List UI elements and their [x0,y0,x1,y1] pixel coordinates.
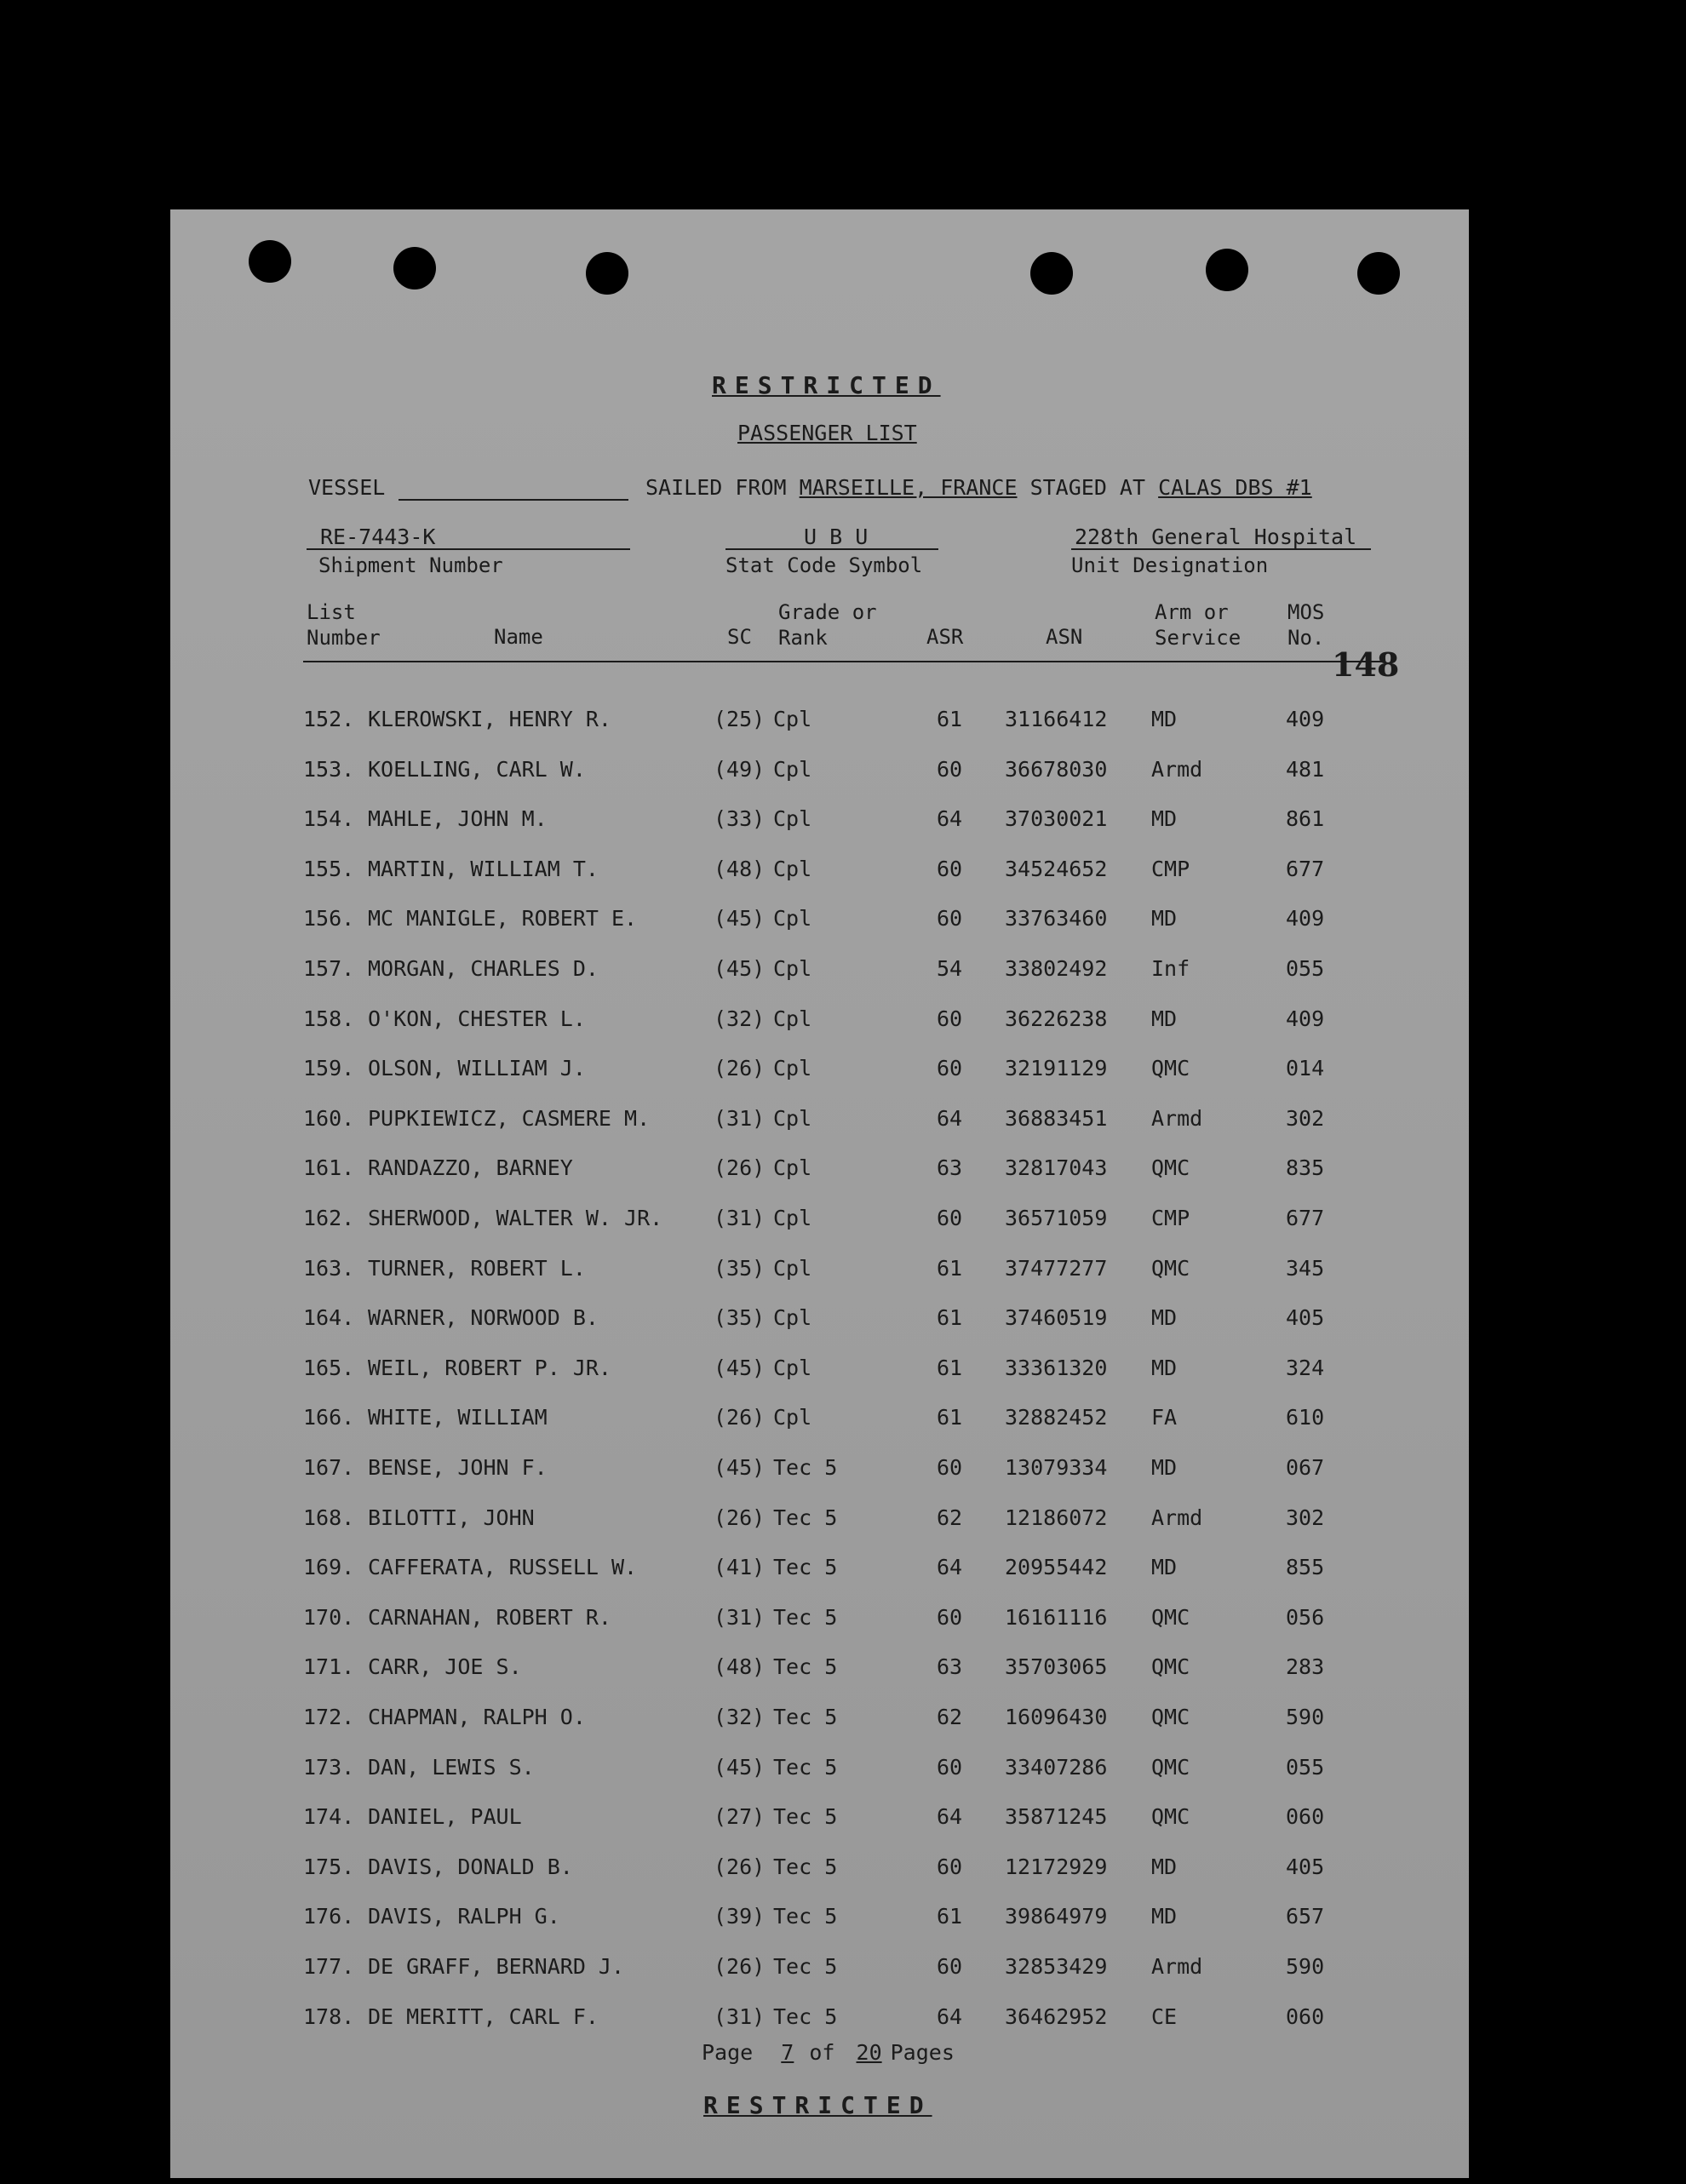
passenger-name: DAN, LEWIS S. [368,1754,535,1780]
col-mos [1287,599,1324,651]
mos-value: 409 [1286,1006,1325,1031]
passenger-name: PUPKIEWICZ, CASMERE M. [368,1105,651,1131]
sc-value: (45) [714,956,766,981]
grade-value: Tec 5 [773,1604,838,1630]
list-number: 169. [303,1555,355,1580]
asr-value: 63 [937,1654,963,1680]
list-number: 157. [303,956,355,981]
asr-value: 60 [937,906,963,931]
binder-hole [1206,249,1248,291]
table-row [170,1006,1469,1040]
unit-designation-line [1071,548,1371,550]
page-current: 7 [781,2040,794,2065]
arm-value: QMC [1151,1705,1190,1729]
list-number: 154. [303,806,355,832]
passenger-name: MARTIN, WILLIAM T. [368,856,599,881]
grade-value: Cpl [773,756,812,782]
classification-header: RESTRICTED [712,371,941,399]
page-total: 20 [856,2040,882,2065]
asr-value: 60 [937,1954,963,1979]
binder-hole [1030,252,1073,295]
col-grade-line2: Rank [778,626,828,650]
col-grade [778,599,877,651]
asn-value: 37460519 [1005,1305,1108,1331]
list-number: 162. [303,1206,355,1230]
mos-value: 677 [1286,1206,1325,1230]
asn-value: 35871245 [1005,1804,1108,1830]
table-row [170,1106,1469,1140]
arm-value: Armd [1151,756,1203,782]
list-number: 174. [303,1804,355,1830]
table-row [170,1804,1469,1838]
grade-value: Cpl [773,1105,812,1131]
arm-value: Inf [1151,956,1190,981]
sc-value: (32) [714,1705,766,1729]
list-number: 163. [303,1255,355,1281]
mos-value: 409 [1286,707,1325,731]
asn-value: 37477277 [1005,1255,1108,1281]
list-number: 158. [303,1006,355,1031]
mos-value: 067 [1286,1455,1325,1480]
asn-value: 33407286 [1005,1754,1108,1780]
arm-value: Armd [1151,1505,1203,1530]
col-asr: ASR [926,625,964,649]
arm-value: FA [1151,1405,1178,1430]
table-row [170,1505,1469,1539]
passenger-name: DE MERITT, CARL F. [368,2003,599,2029]
col-name: Name [494,625,543,649]
page-indicator [702,2040,955,2065]
col-list-number-line1: List [307,600,356,624]
sc-value: (31) [714,2003,766,2029]
table-row [170,857,1469,891]
asr-value: 60 [937,1206,963,1230]
stat-code: U B U [804,525,869,549]
passenger-name: OLSON, WILLIAM J. [368,1056,586,1081]
grade-value: Tec 5 [773,2003,838,2029]
grade-value: Cpl [773,806,812,832]
asr-value: 61 [937,1405,963,1430]
asr-value: 60 [937,1604,963,1630]
sc-value: (26) [714,1056,766,1081]
grade-value: Cpl [773,856,812,881]
grade-value: Tec 5 [773,1555,838,1580]
mos-value: 060 [1286,1804,1325,1830]
table-row [170,956,1469,990]
asr-value: 64 [937,806,963,832]
arm-value: QMC [1151,1604,1190,1630]
list-number: 165. [303,1355,355,1380]
mos-value: 302 [1286,1105,1325,1131]
mos-value: 610 [1286,1405,1325,1430]
document-sheet [170,209,1469,2178]
list-number: 156. [303,906,355,931]
passenger-name: MC MANIGLE, ROBERT E. [368,906,638,931]
list-number: 177. [303,1954,355,1979]
table-row [170,1155,1469,1189]
sc-value: (39) [714,1904,766,1929]
asr-value: 60 [937,1006,963,1031]
table-row [170,906,1469,940]
grade-value: Tec 5 [773,1754,838,1780]
asn-value: 12186072 [1005,1505,1108,1530]
mos-value: 324 [1286,1355,1325,1380]
shipment-number: RE-7443-K [320,525,436,549]
table-row [170,1705,1469,1739]
page-label: Page [702,2040,754,2065]
list-number: 161. [303,1155,355,1181]
sc-value: (31) [714,1604,766,1630]
passenger-name: WARNER, NORWOOD B. [368,1305,599,1331]
passenger-name: RANDAZZO, BARNEY [368,1155,573,1181]
passenger-name: DE GRAFF, BERNARD J. [368,1954,625,1979]
sailed-from [645,475,1312,500]
passenger-name: WHITE, WILLIAM [368,1405,548,1430]
shipment-number-label: Shipment Number [318,553,503,577]
sc-value: (48) [714,856,766,881]
stat-code-line [725,548,938,550]
passenger-name: KOELLING, CARL W. [368,756,586,782]
sc-value: (35) [714,1255,766,1281]
unit-designation: 228th General Hospital [1075,525,1357,549]
passenger-name: MORGAN, CHARLES D. [368,956,599,981]
asn-value: 36883451 [1005,1105,1108,1131]
list-number: 176. [303,1904,355,1929]
header-rule [303,661,1383,662]
table-row [170,707,1469,741]
arm-value: MD [1151,806,1178,832]
list-number: 164. [303,1305,355,1331]
grade-value: Cpl [773,1056,812,1081]
passenger-name: BILOTTI, JOHN [368,1505,535,1530]
asn-value: 36678030 [1005,756,1108,782]
asr-value: 64 [937,1105,963,1131]
mos-value: 283 [1286,1654,1325,1680]
grade-value: Cpl [773,906,812,931]
table-row [170,1605,1469,1639]
sc-value: (41) [714,1555,766,1580]
binder-hole [393,247,436,289]
list-number: 153. [303,756,355,782]
mos-value: 855 [1286,1555,1325,1580]
asr-value: 63 [937,1155,963,1181]
arm-value: MD [1151,1006,1178,1031]
grade-value: Tec 5 [773,1804,838,1830]
sc-value: (48) [714,1654,766,1680]
arm-value: QMC [1151,1056,1190,1081]
list-number: 166. [303,1405,355,1430]
arm-value: MD [1151,1305,1178,1331]
mos-value: 055 [1286,1754,1325,1780]
passenger-name: MAHLE, JOHN M. [368,806,548,832]
mos-value: 405 [1286,1305,1325,1331]
staged-label: STAGED AT [1029,475,1146,500]
asn-value: 12172929 [1005,1854,1108,1879]
asn-value: 33802492 [1005,956,1108,981]
list-number: 167. [303,1455,355,1480]
sc-value: (26) [714,1854,766,1879]
asn-value: 31166412 [1005,707,1108,731]
arm-value: CE [1151,2003,1178,2029]
grade-value: Tec 5 [773,1505,838,1530]
binder-hole [1357,252,1400,295]
col-arm-line2: Service [1155,626,1242,650]
sc-value: (26) [714,1155,766,1181]
sc-value: (49) [714,756,766,782]
pages-label: Pages [890,2040,955,2065]
table-row [170,2004,1469,2038]
sc-value: (31) [714,1105,766,1131]
grade-value: Cpl [773,1206,812,1230]
vessel-label: VESSEL [308,475,386,500]
table-row [170,1654,1469,1688]
passenger-name: KLEROWSKI, HENRY R. [368,707,611,731]
asr-value: 60 [937,756,963,782]
mos-value: 861 [1286,806,1325,832]
passenger-name: CAFFERATA, RUSSELL W. [368,1555,638,1580]
asr-value: 60 [937,1754,963,1780]
sailed-label: SAILED FROM [645,475,787,500]
arm-value: MD [1151,906,1178,931]
sc-value: (45) [714,1455,766,1480]
col-asn: ASN [1046,625,1083,649]
list-number: 173. [303,1754,355,1780]
table-row [170,1056,1469,1090]
col-mos-line1: MOS [1287,600,1325,624]
asr-value: 61 [937,707,963,731]
table-row [170,1954,1469,1988]
arm-value: QMC [1151,1155,1190,1181]
col-mos-line2: No. [1287,626,1325,650]
mos-value: 590 [1286,1954,1325,1979]
asn-value: 39864979 [1005,1904,1108,1929]
staged-value: CALAS DBS #1 [1158,475,1312,500]
asn-value: 35703065 [1005,1654,1108,1680]
mos-value: 481 [1286,756,1325,782]
asr-value: 61 [937,1355,963,1380]
sc-value: (27) [714,1804,766,1830]
mos-value: 590 [1286,1705,1325,1729]
list-number: 172. [303,1705,355,1729]
table-row [170,1356,1469,1390]
of-label: of [809,2040,835,2065]
asn-value: 16096430 [1005,1705,1108,1729]
sc-value: (33) [714,806,766,832]
passenger-name: DANIEL, PAUL [368,1804,522,1830]
arm-value: MD [1151,1904,1178,1929]
asn-value: 20955442 [1005,1555,1108,1580]
asn-value: 36462952 [1005,2003,1108,2029]
grade-value: Cpl [773,707,812,731]
sc-value: (45) [714,906,766,931]
grade-value: Tec 5 [773,1954,838,1979]
grade-value: Tec 5 [773,1904,838,1929]
mos-value: 405 [1286,1854,1325,1879]
asr-value: 64 [937,1555,963,1580]
passenger-name: CHAPMAN, RALPH O. [368,1705,586,1729]
table-row [170,1854,1469,1889]
asn-value: 33361320 [1005,1355,1108,1380]
arm-value: CMP [1151,856,1190,881]
asr-value: 64 [937,1804,963,1830]
col-arm-line1: Arm or [1155,600,1229,624]
arm-value: CMP [1151,1206,1190,1230]
list-number: 170. [303,1604,355,1630]
mos-value: 835 [1286,1155,1325,1181]
mos-value: 677 [1286,856,1325,881]
arm-value: QMC [1151,1804,1190,1830]
asn-value: 37030021 [1005,806,1108,832]
grade-value: Cpl [773,1355,812,1380]
classification-footer: RESTRICTED [703,2091,932,2119]
sc-value: (32) [714,1006,766,1031]
list-number: 155. [303,856,355,881]
table-row [170,1405,1469,1439]
sc-value: (25) [714,707,766,731]
list-number: 175. [303,1854,355,1879]
passenger-name: WEIL, ROBERT P. JR. [368,1355,611,1380]
shipment-number-line [307,548,630,550]
asr-value: 60 [937,1854,963,1879]
asr-value: 60 [937,1056,963,1081]
grade-value: Cpl [773,956,812,981]
grade-value: Cpl [773,1305,812,1331]
asr-value: 61 [937,1255,963,1281]
binder-hole [249,240,291,283]
asn-value: 36571059 [1005,1206,1108,1230]
passenger-name: CARR, JOE S. [368,1654,522,1680]
table-row [170,1305,1469,1339]
arm-value: Armd [1151,1954,1203,1979]
document-title: PASSENGER LIST [737,421,917,445]
page-stamp: 148 [1332,645,1400,684]
asn-value: 13079334 [1005,1455,1108,1480]
unit-designation-label: Unit Designation [1071,553,1269,577]
arm-value: MD [1151,707,1178,731]
grade-value: Cpl [773,1155,812,1181]
grade-value: Tec 5 [773,1654,838,1680]
asr-value: 54 [937,956,963,981]
passenger-name: SHERWOOD, WALTER W. JR. [368,1206,663,1230]
passenger-name: DAVIS, RALPH G. [368,1904,560,1929]
table-row [170,1256,1469,1290]
table-row [170,1555,1469,1589]
mos-value: 409 [1286,906,1325,931]
mos-value: 055 [1286,956,1325,981]
table-row [170,1904,1469,1938]
table-row [170,1455,1469,1489]
mos-value: 345 [1286,1255,1325,1281]
asr-value: 60 [937,856,963,881]
list-number: 168. [303,1505,355,1530]
sc-value: (31) [714,1206,766,1230]
asn-value: 16161116 [1005,1604,1108,1630]
asn-value: 32853429 [1005,1954,1108,1979]
table-row [170,757,1469,791]
arm-value: QMC [1151,1654,1190,1680]
stat-code-label: Stat Code Symbol [725,553,923,577]
sc-value: (26) [714,1954,766,1979]
asn-value: 34524652 [1005,856,1108,881]
mos-value: 056 [1286,1604,1325,1630]
arm-value: MD [1151,1555,1178,1580]
asr-value: 61 [937,1904,963,1929]
binder-hole [586,252,628,295]
grade-value: Tec 5 [773,1455,838,1480]
mos-value: 060 [1286,2003,1325,2029]
arm-value: MD [1151,1355,1178,1380]
list-number: 171. [303,1654,355,1680]
sc-value: (26) [714,1505,766,1530]
sc-value: (26) [714,1405,766,1430]
arm-value: Armd [1151,1105,1203,1131]
list-number: 159. [303,1056,355,1081]
passenger-name: TURNER, ROBERT L. [368,1255,586,1281]
asr-value: 62 [937,1505,963,1530]
list-number: 178. [303,2003,355,2029]
sc-value: (45) [714,1355,766,1380]
passenger-name: DAVIS, DONALD B. [368,1854,573,1879]
table-row [170,806,1469,840]
asn-value: 32191129 [1005,1056,1108,1081]
sailed-value: MARSEILLE, FRANCE [799,475,1018,500]
asr-value: 62 [937,1705,963,1729]
arm-value: MD [1151,1854,1178,1879]
sc-value: (45) [714,1754,766,1780]
asr-value: 64 [937,2003,963,2029]
table-row [170,1755,1469,1789]
asr-value: 61 [937,1305,963,1331]
mos-value: 014 [1286,1056,1325,1081]
grade-value: Tec 5 [773,1705,838,1729]
asr-value: 60 [937,1455,963,1480]
vessel-field [399,499,628,501]
asn-value: 32882452 [1005,1405,1108,1430]
table-row [170,1206,1469,1240]
arm-value: MD [1151,1455,1178,1480]
grade-value: Cpl [773,1255,812,1281]
grade-value: Tec 5 [773,1854,838,1879]
passenger-name: BENSE, JOHN F. [368,1455,548,1480]
col-list-number [307,599,381,651]
arm-value: QMC [1151,1754,1190,1780]
list-number: 152. [303,707,355,731]
sc-value: (35) [714,1305,766,1331]
asn-value: 36226238 [1005,1006,1108,1031]
passenger-name: O'KON, CHESTER L. [368,1006,586,1031]
grade-value: Cpl [773,1006,812,1031]
col-arm [1155,599,1241,651]
mos-value: 657 [1286,1904,1325,1929]
asn-value: 33763460 [1005,906,1108,931]
col-sc: SC [727,625,752,649]
list-number: 160. [303,1105,355,1131]
arm-value: QMC [1151,1255,1190,1281]
grade-value: Cpl [773,1405,812,1430]
col-grade-line1: Grade or [778,600,877,624]
asn-value: 32817043 [1005,1155,1108,1181]
mos-value: 302 [1286,1505,1325,1530]
passenger-name: CARNAHAN, ROBERT R. [368,1604,611,1630]
col-list-number-line2: Number [307,626,381,650]
